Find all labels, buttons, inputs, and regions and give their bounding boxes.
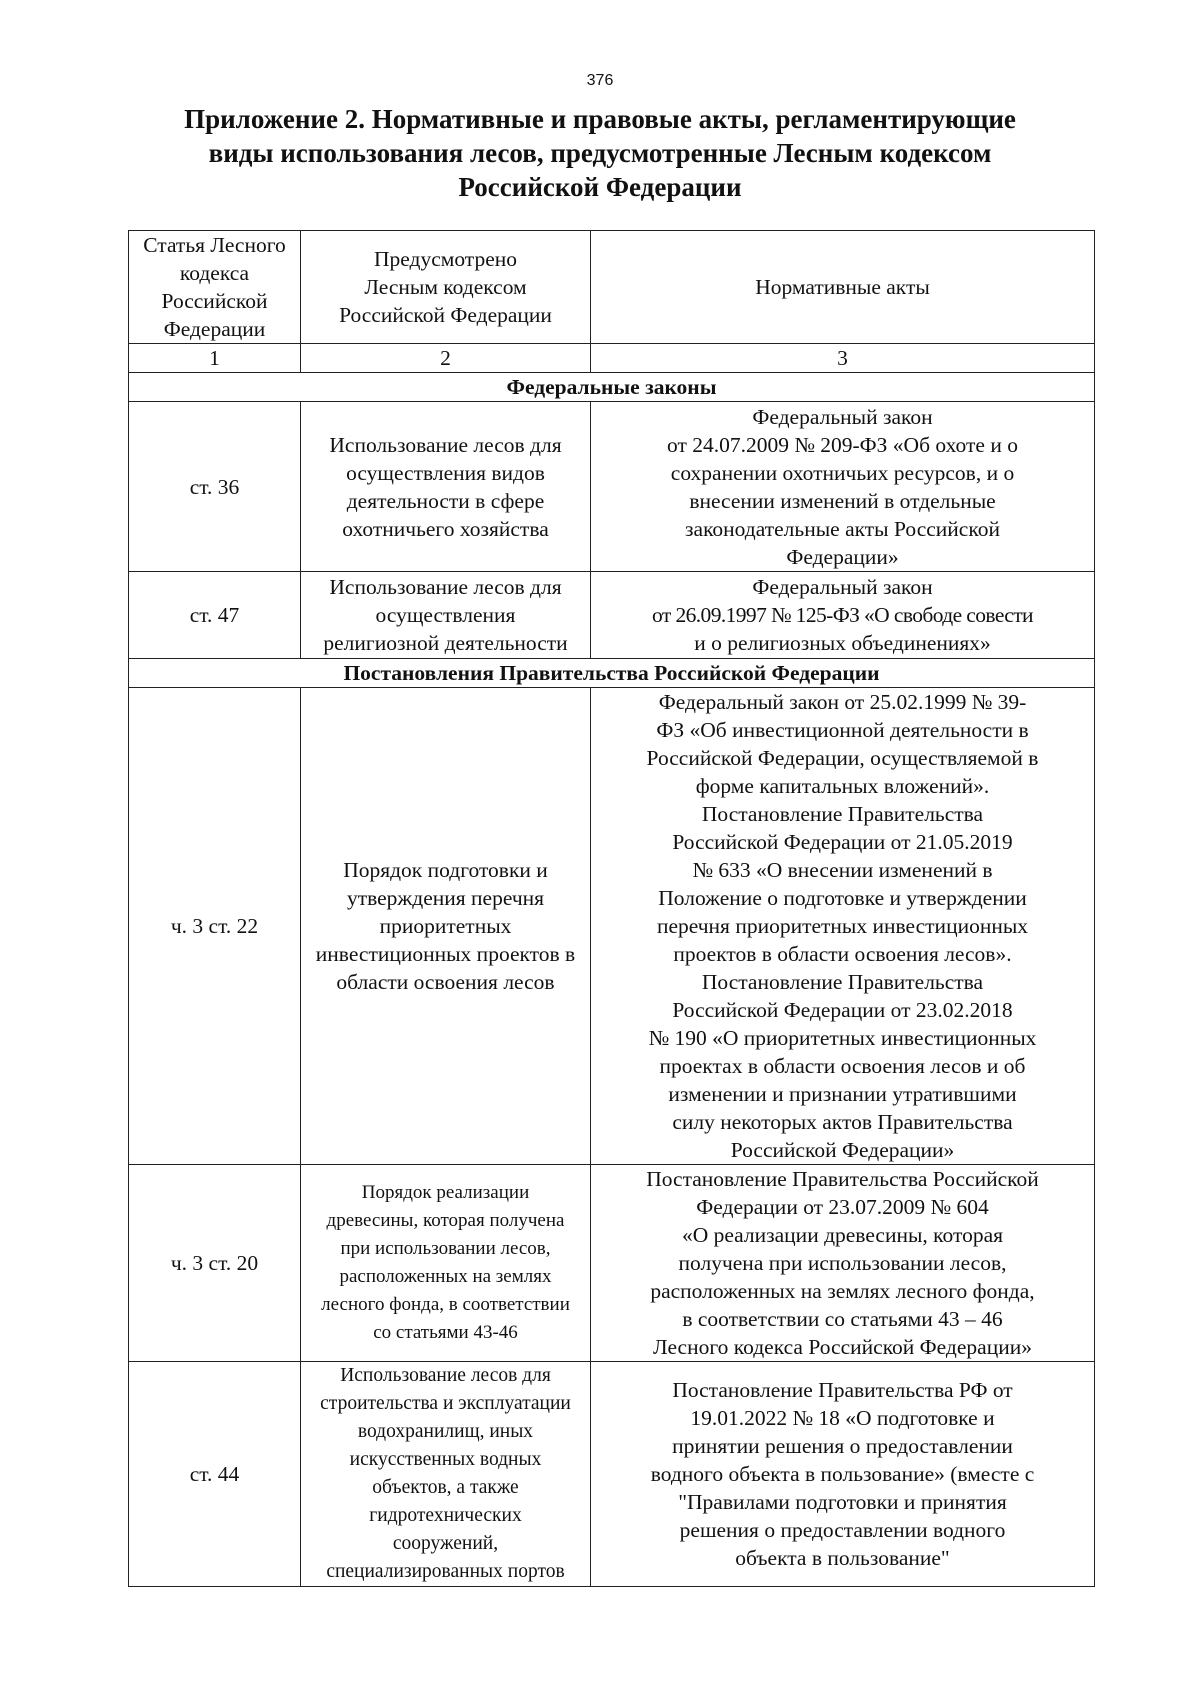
provision-cell: Порядок реализации древесины, которая получена при использовании лесов, расположенных на землях лесного фонда, в соответствии со статьями 43-46 (301, 1165, 591, 1362)
acts-cell: Постановление Правительства РФ от 19.01.2022 № 18 «О подготовке и принятии решения о предоставлении водного объекта в пользование» (вместе с "Правилами подготовки и принятия решения о предоставлении водного объекта в пользование" (591, 1362, 1095, 1587)
article-cell: ст. 36 (129, 402, 301, 572)
title-line: Российской Федерации (458, 172, 742, 202)
title-line: Приложение 2. Нормативные и правовые акты, регламентирующие (184, 104, 1016, 134)
page-title (150, 102, 1050, 204)
article-cell: ч. 3 ст. 22 (129, 688, 301, 1165)
table-header-row (129, 231, 1095, 344)
table-row (129, 1362, 1095, 1587)
column-number: 2 (301, 344, 591, 373)
provision-cell: Использование лесов для строительства и эксплуатации водохранилищ, иных искусственных водных объектов, а также гидротехнических сооружений, специализированных портов (301, 1362, 591, 1587)
article-cell: ст. 47 (129, 572, 301, 659)
section-title: Федеральные законы (129, 373, 1095, 402)
page-number: 376 (586, 72, 614, 89)
normative-acts-table (128, 230, 1095, 1587)
article-cell: ст. 44 (129, 1362, 301, 1587)
column-number: 1 (129, 344, 301, 373)
header-cell-acts: Нормативные акты (591, 231, 1095, 344)
header-cell-article: Статья Лесного кодекса Российской Федерации (129, 231, 301, 344)
title-line: виды использования лесов, предусмотренные Лесным кодексом (208, 138, 992, 168)
column-number-row (129, 344, 1095, 373)
section-title: Постановления Правительства Российской Федерации (129, 659, 1095, 688)
table-row (129, 572, 1095, 659)
section-row-federal-laws (129, 373, 1095, 402)
table-row (129, 402, 1095, 572)
table-row (129, 688, 1095, 1165)
provision-cell: Использование лесов для осуществления видов деятельности в сфере охотничьего хозяйства (301, 402, 591, 572)
column-number: 3 (591, 344, 1095, 373)
article-cell: ч. 3 ст. 20 (129, 1165, 301, 1362)
acts-cell: Федеральный закон от 26.09.1997 № 125-ФЗ «О свободе совести и о религиозных объединениях» (591, 572, 1095, 659)
provision-cell: Порядок подготовки и утверждения перечня приоритетных инвестиционных проектов в области освоения лесов (301, 688, 591, 1165)
acts-cell: Постановление Правительства Российской Федерации от 23.07.2009 № 604 «О реализации древесины, которая получена при использовании лесов, расположенных на землях лесного фонда, в соответствии со статьями 43 – 46 Лесного кодекса Российской Федерации» (591, 1165, 1095, 1362)
acts-cell: Федеральный закон от 25.02.1999 № 39- ФЗ «Об инвестиционной деятельности в Российской Федерации, осуществляемой в форме капитальных вложений». Постановление Правительства Российской Федерации от 21.05.2019 № 633 «О внесении изменений в Положение о подготовке и утверждении перечня приоритетных инвестиционных проектов в области освоения лесов». Постановление Правительства Российской Федерации от 23.02.2018 № 190 «О приоритетных инвестиционных проектах в области освоения лесов и об изменении и признании утратившими силу некоторых актов Правительства Российской Федерации» (591, 688, 1095, 1165)
table-row (129, 1165, 1095, 1362)
section-row-government-decrees (129, 659, 1095, 688)
header-cell-provision: Предусмотрено Лесным кодексом Российской Федерации (301, 231, 591, 344)
acts-cell: Федеральный закон от 24.07.2009 № 209-ФЗ «Об охоте и о сохранении охотничьих ресурсов, и о внесении изменений в отдельные законодательные акты Российской Федерации» (591, 402, 1095, 572)
provision-cell: Использование лесов для осуществления религиозной деятельности (301, 572, 591, 659)
